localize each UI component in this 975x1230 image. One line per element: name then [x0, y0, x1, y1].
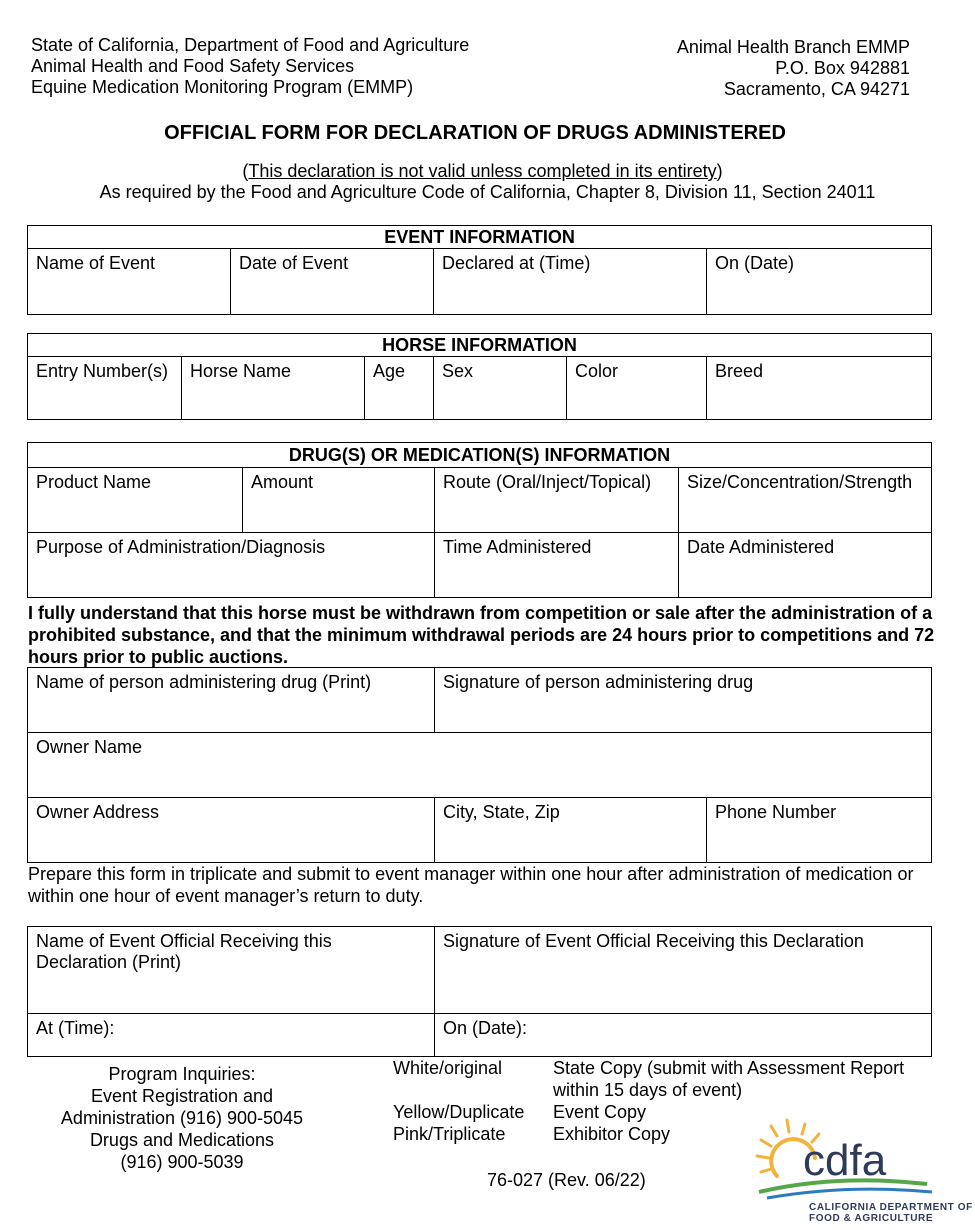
form-title: OFFICIAL FORM FOR DECLARATION OF DRUGS ADMINISTERED [164, 122, 786, 144]
event-information-table [27, 225, 932, 315]
event-official-table [27, 926, 932, 1057]
inquiries-line: Administration (916) 900-5045 [60, 1108, 304, 1128]
copy-use: State Copy (submit with Assessment Report within 15 days of event) [553, 1058, 905, 1100]
logo-tagline: CALIFORNIA DEPARTMENT OF [809, 1202, 973, 1213]
agency-line: Animal Health and Food Safety Services [31, 56, 355, 76]
inquiries-line: (916) 900-5039 [120, 1152, 244, 1172]
address-line: Sacramento, CA 94271 [723, 79, 910, 99]
logo-wordmark: cdfa [803, 1136, 887, 1185]
administrator-name-field[interactable]: Name of person administering drug (Print) [28, 668, 435, 733]
copy-row [393, 1057, 928, 1101]
owner-name-field[interactable]: Owner Name [28, 733, 932, 798]
phone-number-field[interactable]: Phone Number [707, 798, 932, 863]
cdfa-logo [757, 1118, 973, 1230]
address-line: Animal Health Branch EMMP [676, 37, 910, 57]
declared-date-field[interactable]: On (Date) [707, 249, 932, 315]
official-name-field[interactable]: Name of Event Official Receiving this Declaration (Print) [28, 927, 435, 1014]
date-administered-field[interactable]: Date Administered [679, 533, 932, 598]
agency-header [31, 35, 469, 98]
copy-color: Pink/Triplicate [393, 1124, 506, 1144]
entry-number-field[interactable]: Entry Number(s) [28, 357, 182, 420]
purpose-field[interactable]: Purpose of Administration/Diagnosis [28, 533, 435, 598]
product-name-field[interactable]: Product Name [28, 468, 243, 533]
mailing-address [677, 37, 910, 100]
age-field[interactable]: Age [365, 357, 434, 420]
address-line: P.O. Box 942881 [775, 58, 910, 78]
city-state-zip-field[interactable]: City, State, Zip [435, 798, 707, 863]
legal-reference: As required by the Food and Agriculture Code of California, Chapter 8, Division 11, Section 24011 [99, 182, 876, 202]
official-signature-field[interactable]: Signature of Event Official Receiving this Declaration [435, 927, 932, 1014]
copy-use: Event Copy [553, 1102, 647, 1122]
name-of-event-field[interactable]: Name of Event [28, 249, 231, 315]
date-of-event-field[interactable]: Date of Event [231, 249, 434, 315]
copy-color: Yellow/Duplicate [393, 1102, 525, 1122]
administrator-owner-table [27, 667, 932, 863]
copy-color: White/original [393, 1058, 503, 1078]
strength-field[interactable]: Size/Concentration/Strength [679, 468, 932, 533]
breed-field[interactable]: Breed [707, 357, 932, 420]
sex-field[interactable]: Sex [434, 357, 567, 420]
horse-information-table [27, 333, 932, 420]
logo-blue-swoosh [767, 1189, 932, 1198]
program-inquiries [42, 1063, 322, 1173]
amount-field[interactable]: Amount [243, 468, 435, 533]
route-field[interactable]: Route (Oral/Inject/Topical) [435, 468, 679, 533]
color-field[interactable]: Color [567, 357, 707, 420]
withdrawal-statement: I fully understand that this horse must be withdrawn from competition or sale after the administration of a prohibited substance, and that the minimum withdrawal periods are 24 hours prior to competitions and 72 hours prior to public auctions. [28, 603, 935, 667]
validity-note-text: This declaration is not valid unless completed in its entirety [248, 161, 717, 181]
validity-note: (This declaration is not valid unless completed in its entirety) [242, 161, 723, 181]
event-information-heading: EVENT INFORMATION [28, 226, 932, 249]
time-administered-field[interactable]: Time Administered [435, 533, 679, 598]
received-time-field[interactable]: At (Time): [28, 1014, 435, 1057]
form-number: 76-027 (Rev. 06/22) [487, 1170, 646, 1190]
administrator-signature-field[interactable]: Signature of person administering drug [435, 668, 932, 733]
horse-name-field[interactable]: Horse Name [182, 357, 365, 420]
logo-tagline: FOOD & AGRICULTURE [809, 1213, 934, 1224]
declared-time-field[interactable]: Declared at (Time) [434, 249, 707, 315]
owner-address-field[interactable]: Owner Address [28, 798, 435, 863]
agency-line: Equine Medication Monitoring Program (EMMP) [31, 77, 414, 97]
copy-use: Exhibitor Copy [553, 1124, 671, 1144]
horse-information-heading: HORSE INFORMATION [28, 334, 932, 357]
inquiries-line: Drugs and Medications [89, 1130, 275, 1150]
submission-instructions: Prepare this form in triplicate and submit to event manager within one hour after administration of medication or within one hour of event manager’s return to duty. [28, 864, 914, 906]
inquiries-line: Event Registration and [90, 1086, 274, 1106]
received-date-field[interactable]: On (Date): [435, 1014, 932, 1057]
agency-line: State of California, Department of Food and Agriculture [31, 35, 470, 55]
drug-information-heading: DRUG(S) OR MEDICATION(S) INFORMATION [28, 443, 932, 468]
inquiries-line: Program Inquiries: [108, 1064, 256, 1084]
drug-information-table [27, 442, 932, 598]
